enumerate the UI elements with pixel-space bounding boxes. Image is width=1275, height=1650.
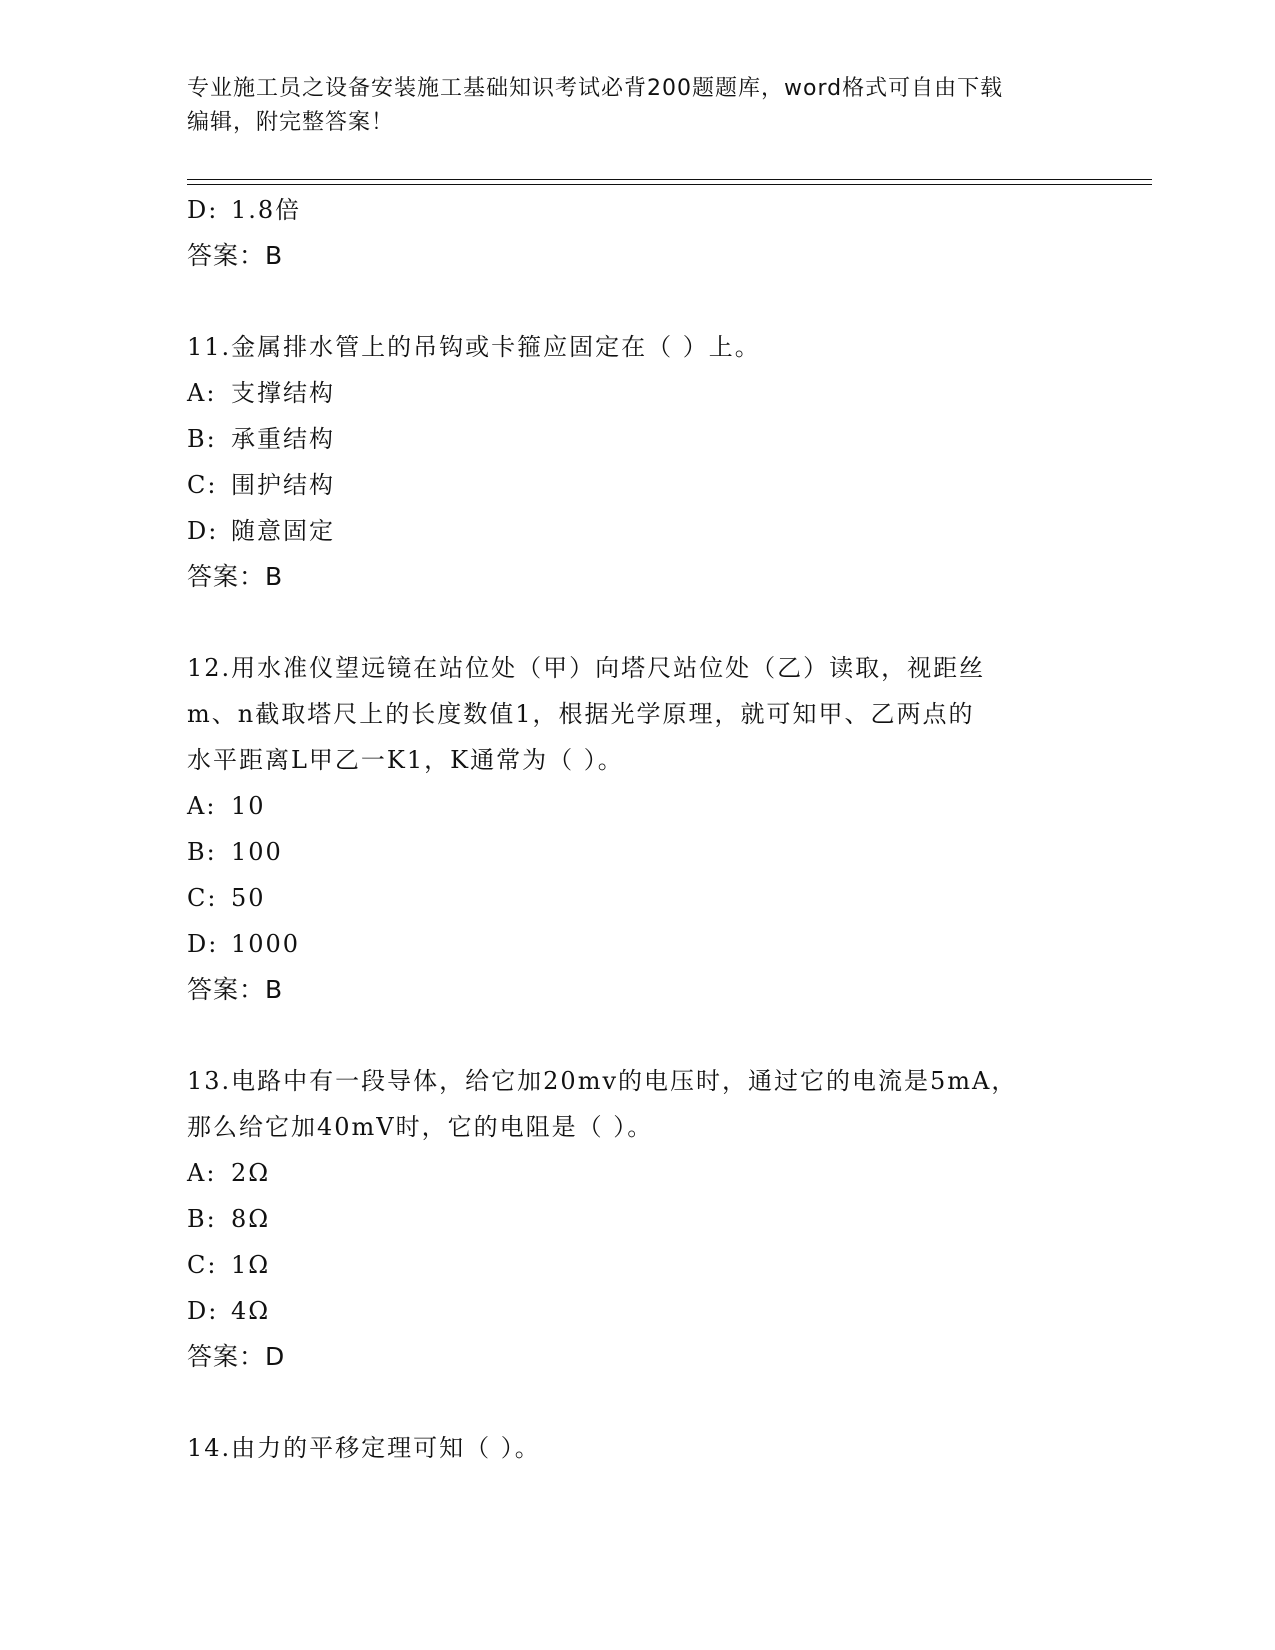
option-text: 1Ω [231,1251,271,1279]
header-rule-top [187,179,1152,180]
q11-option-d [187,508,1087,554]
q13-option-c [187,1242,1087,1288]
header-title-line-2: 编辑，附完整答案！ [187,110,395,135]
option-text: 100 [231,838,283,866]
header-rule-bottom [187,184,1152,185]
question-list [187,187,1087,1471]
q11-option-a [187,370,1087,416]
q11-option-c [187,462,1087,508]
option-key: C: [187,471,218,499]
option-text: 承重结构 [231,425,335,453]
q13-option-a [187,1150,1087,1196]
question-12-text-line-2: m、n截取塔尺上的长度数值1，根据光学原理，就可知甲、乙两点的 [187,700,975,728]
q12-option-c [187,875,1087,921]
header-title-line-1: 专业施工员之设备安装施工基础知识考试必背200题题库，word格式可自由下载 [187,76,1004,101]
option-key: D: [187,1297,219,1325]
option-text: 8Ω [231,1205,271,1233]
q12-option-b [187,829,1087,875]
option-key: B: [187,425,217,453]
option-key: A: [187,792,217,820]
q12-answer: 答案：B [187,975,284,1004]
q13-option-b [187,1196,1087,1242]
option-key: D: [187,930,219,958]
question-13-text-line-1: 13.电路中有一段导体，给它加20mv的电压时，通过它的电流是5mA， [187,1067,1018,1095]
question-13-text-line-2: 那么给它加40mV时，它的电阻是（ ）。 [187,1113,654,1141]
question-14-text: 14.由力的平移定理可知（ ）。 [187,1434,541,1462]
q11-option-b [187,416,1087,462]
option-text: 2Ω [231,1159,271,1187]
question-11-text: 11.金属排水管上的吊钩或卡箍应固定在（ ）上。 [187,333,761,361]
q13-answer: 答案：D [187,1342,286,1371]
option-key: B: [187,1205,217,1233]
q12-option-a [187,783,1087,829]
question-12-text-line-3: 水平距离L甲乙一K1，K通常为（ ）。 [187,746,624,774]
option-key: A: [187,1159,217,1187]
option-text: 1.8倍 [231,196,302,224]
question-12-text-line-1: 12.用水准仪望远镜在站位处（甲）向塔尺站位处（乙）读取，视距丝 [187,654,986,682]
option-text: 50 [231,884,266,912]
option-key: B: [187,838,217,866]
document-header [187,72,1067,140]
option-text: 10 [231,792,266,820]
option-key: C: [187,884,218,912]
option-key: D: [187,517,219,545]
option-text: 支撑结构 [231,379,335,407]
q13-option-d [187,1288,1087,1334]
option-text: 4Ω [231,1297,271,1325]
option-text: 1000 [231,930,301,958]
q12-option-d [187,921,1087,967]
option-key: C: [187,1251,218,1279]
prev-option-d [187,187,1087,233]
option-key: A: [187,379,217,407]
option-text: 围护结构 [231,471,335,499]
q11-answer: 答案：B [187,562,284,591]
option-text: 随意固定 [231,517,335,545]
option-key: D: [187,196,219,224]
prev-answer: 答案：B [187,241,284,270]
